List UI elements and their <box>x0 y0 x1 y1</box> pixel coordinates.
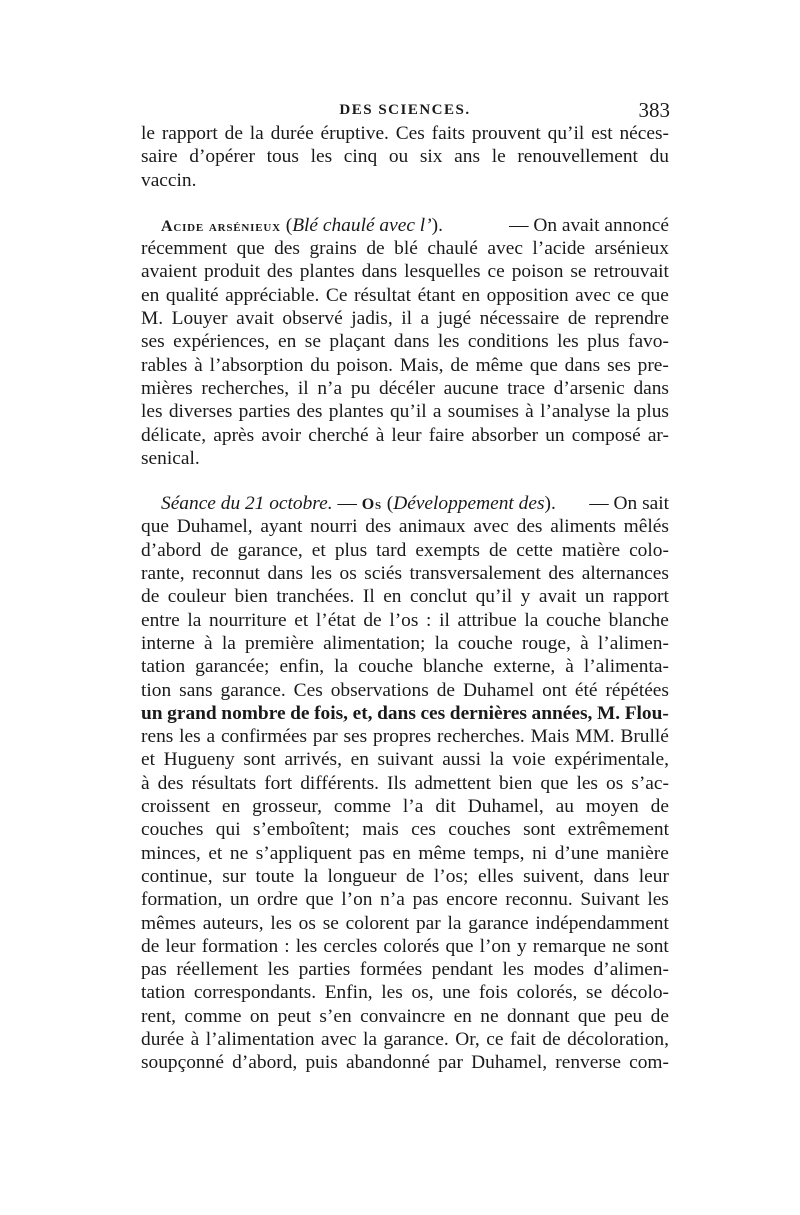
entry-note: Développement des <box>393 493 545 515</box>
paren-open: ( <box>285 214 293 236</box>
text-line-heading <box>141 214 669 237</box>
text-line: entre la nourriture et l’état de l’os : il attribue la couche blanche <box>141 609 669 631</box>
text-line: en qualité appréciable. Ce résultat étant en opposition avec ce que <box>141 284 669 306</box>
text-line: d’abord de garance, et plus tard exempts de cette matière colo- <box>141 539 669 561</box>
text-line: délicate, après avoir cherché à leur faire absorber un composé ar- <box>141 424 669 446</box>
text-line: rent, comme on peut s’en convaincre en ne donnant que peu de <box>141 1005 669 1027</box>
text-line: continue, sur toute la longueur de l’os; elles suivent, dans leur <box>141 865 669 887</box>
text-line: rens les a confirmées par ses propres recherches. Mais MM. Brullé <box>141 726 669 748</box>
text-line: croissent en grosseur, comme l’a dit Duhamel, au moyen de <box>141 796 669 818</box>
text-line: de couleur bien tranchées. Il en conclut qu’il y avait un rapport <box>141 586 669 608</box>
text-line: ses expériences, en se plaçant dans les conditions les plus favo- <box>141 331 669 353</box>
text-line: tation correspondants. Enfin, les os, une fois colorés, se décolo- <box>141 982 669 1004</box>
paren-close: ). <box>431 214 443 236</box>
text-line: de leur formation : les cercles colorés que l’on y remarque ne sont <box>141 935 669 957</box>
text-line: couches qui s’emboîtent; mais ces couches sont extrêmement <box>141 819 669 841</box>
entry-term: Acide arsénieux <box>161 217 281 235</box>
text-line: tation garancée; enfin, la couche blanche externe, à l’alimenta- <box>141 656 669 678</box>
text-line: rables à l’absorption du poison. Mais, de même que dans ses pre- <box>141 354 669 376</box>
text-line: les diverses parties des plantes qu’il a soumises à l’analyse la plus <box>141 401 669 423</box>
body-text <box>141 122 669 1075</box>
text-line: durée à l’alimentation avec la garance. Or, ce fait de décoloration, <box>141 1028 669 1050</box>
paragraph-bones <box>141 492 669 1074</box>
entry-note: Blé chaulé avec l’ <box>292 214 432 236</box>
text-line: saire d’opérer tous les cinq ou six ans le renouvellement du <box>141 146 669 168</box>
text-line: rante, reconnut dans les os sciés transversalement des alternances <box>141 563 669 585</box>
text-line: formation, un ordre que l’on n’a pas encore reconnu. Suivant les <box>141 889 669 911</box>
text-line: mêmes auteurs, les os se colorent par la garance indépendamment <box>141 912 669 934</box>
paragraph-arsenic <box>141 214 669 470</box>
dash: — <box>337 493 357 515</box>
text-line: soupçonné d’abord, puis abandonné par Duhamel, renverse com- <box>141 1052 669 1074</box>
text-line-heading <box>141 492 669 515</box>
text-line: senical. <box>141 447 200 469</box>
text-line: et Hugueny sont arrivés, en suivant aussi la voie expérimentale, <box>141 749 669 771</box>
text-line: interne à la première alimentation; la couche rouge, à l’alimen- <box>141 632 669 654</box>
text-line: que Duhamel, ayant nourri des animaux avec des aliments mêlés <box>141 516 669 538</box>
running-head: DES SCIENCES. <box>339 102 471 118</box>
entry-term: Os <box>361 496 382 514</box>
entry-lead: — On sait <box>589 493 669 515</box>
text-line: vaccin. <box>141 169 197 191</box>
text-line: M. Louyer avait observé jadis, il a jugé nécessaire de reprendre <box>141 308 669 330</box>
text-line: avaient produit des plantes dans lesquelles ce poison se retrouvait <box>141 261 669 283</box>
text-line: récemment que des grains de blé chaulé avec l’acide arsénieux <box>141 238 669 260</box>
text-line: à des résultats fort différents. Ils admettent bien que les os s’ac- <box>141 772 669 794</box>
paren-close: ). <box>544 493 556 515</box>
paren-open: ( <box>386 493 394 515</box>
text-line: le rapport de la durée éruptive. Ces faits prouvent qu’il est néces- <box>141 123 669 144</box>
text-line: un grand nombre de fois, et, dans ces dernières années, M. Flou- <box>141 702 669 724</box>
paragraph-vaccine <box>141 122 669 192</box>
entry-lead: — On avait annoncé <box>509 214 669 236</box>
text-line: minces, et ne s’appliquent pas en même temps, ni d’une manière <box>141 842 669 864</box>
page-number: 383 <box>638 98 670 122</box>
session-date: Séance du 21 octobre. <box>161 493 333 515</box>
text-line: mières recherches, il n’a pu décéler aucune trace d’arsenic dans <box>141 377 669 399</box>
text-line: tion sans garance. Ces observations de Duhamel ont été répétées <box>141 679 669 701</box>
text-line: pas réellement les parties formées pendant les modes d’alimen- <box>141 959 669 981</box>
